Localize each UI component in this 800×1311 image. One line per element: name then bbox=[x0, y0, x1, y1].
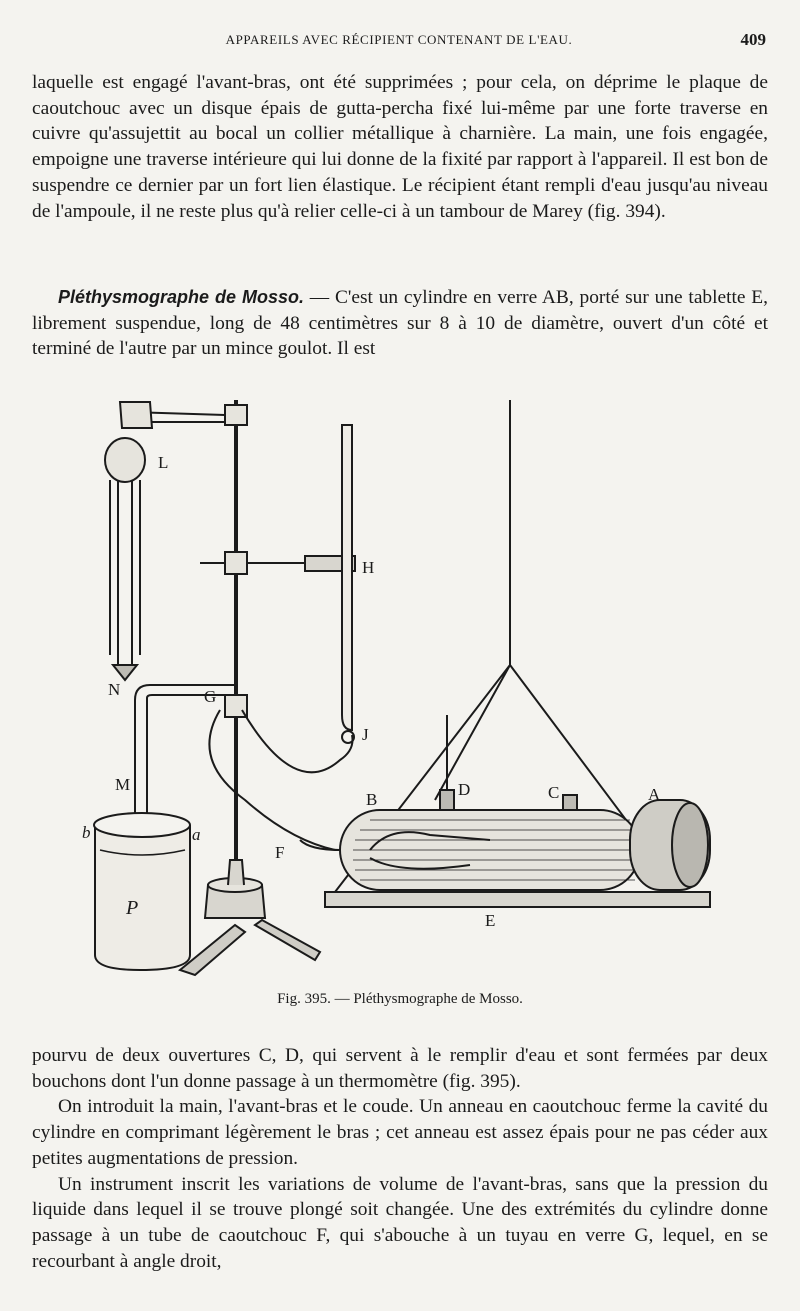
paragraph-mosso-body: — C'est un cylindre en verre AB, porté sur une tablette E, librement suspendue, long de 48 centimètres sur 8 à 10 de diamètre, ouvert d'un côté et terminé de l'autre par un mince goulot. Il est bbox=[32, 287, 768, 360]
paragraph-bottom-2: On introduit la main, l'avant-bras et le coude. Un anneau en caoutchouc ferme la cavité du cylindre en comprimant légèrement le bras ; cet anneau est assez épais pour ne pas céder aux petites augmentations de pression. bbox=[32, 1096, 768, 1169]
paragraph-mosso-text bbox=[32, 285, 768, 362]
paragraph-top bbox=[32, 70, 768, 224]
paragraph-continuation: laquelle est engagé l'avant-bras, ont été supprimées ; pour cela, on déprime le plaque de caoutchouc avec un disque épais de gutta-percha fixé lui-même par une forte traverse en cuivre qu'assujettit au bocal un collier métallique à charnière. La main, une fois engagée, empoigne une traverse intérieure qui lui donne de la fixité par rapport à l'appareil. Il est bon de suspendre ce dernier par un fort lien élastique. Le récipient étant rempli d'eau jusqu'au niveau de l'ampoule, il ne reste plus qu'à relier celle-ci à un tambour de Marey (fig. 394). bbox=[32, 72, 768, 222]
label-E: E bbox=[485, 911, 496, 930]
section-lead-title: Pléthysmographe de Mosso. bbox=[58, 287, 304, 307]
label-F: F bbox=[275, 843, 285, 862]
figure-caption: Fig. 395. — Pléthysmographe de Mosso. bbox=[277, 991, 523, 1007]
label-A: A bbox=[648, 785, 661, 804]
paragraph-bottom-3: Un instrument inscrit les variations de volume de l'avant-bras, sans que la pression du liquide dans lequel il se trouve plongé soit changée. Une des extrémités du cylindre donne passage à un tube de caoutchouc F, qui s'abouche à un tuyau en verre G, lequel, en se recourbant à angle droit, bbox=[32, 1173, 768, 1272]
paragraph-mosso bbox=[32, 285, 768, 362]
plethysmograph-illustration bbox=[70, 380, 730, 980]
label-a: a bbox=[192, 825, 201, 844]
label-P: P bbox=[126, 897, 139, 919]
running-head: APPAREILS AVEC RÉCIPIENT CONTENANT DE L'EAU. bbox=[225, 32, 573, 47]
paragraph-bottom-1: pourvu de deux ouvertures C, D, qui servent à le remplir d'eau et sont fermées par deux bouchons dont l'un donne passage à un thermomètre (fig. 395). bbox=[32, 1045, 768, 1092]
label-L: L bbox=[158, 453, 169, 472]
label-D: D bbox=[458, 780, 471, 799]
label-G: G bbox=[204, 687, 217, 706]
page-header bbox=[32, 30, 766, 54]
label-H: H bbox=[362, 558, 375, 577]
label-N: N bbox=[108, 680, 121, 699]
page-number: 409 bbox=[740, 30, 766, 49]
label-b: b bbox=[82, 823, 91, 842]
label-C: C bbox=[548, 783, 560, 802]
label-J: J bbox=[362, 725, 369, 744]
paragraph-bottom bbox=[32, 1043, 768, 1274]
figure-plethysmograph bbox=[70, 380, 730, 980]
label-M: M bbox=[115, 775, 131, 794]
label-B: B bbox=[366, 790, 378, 809]
